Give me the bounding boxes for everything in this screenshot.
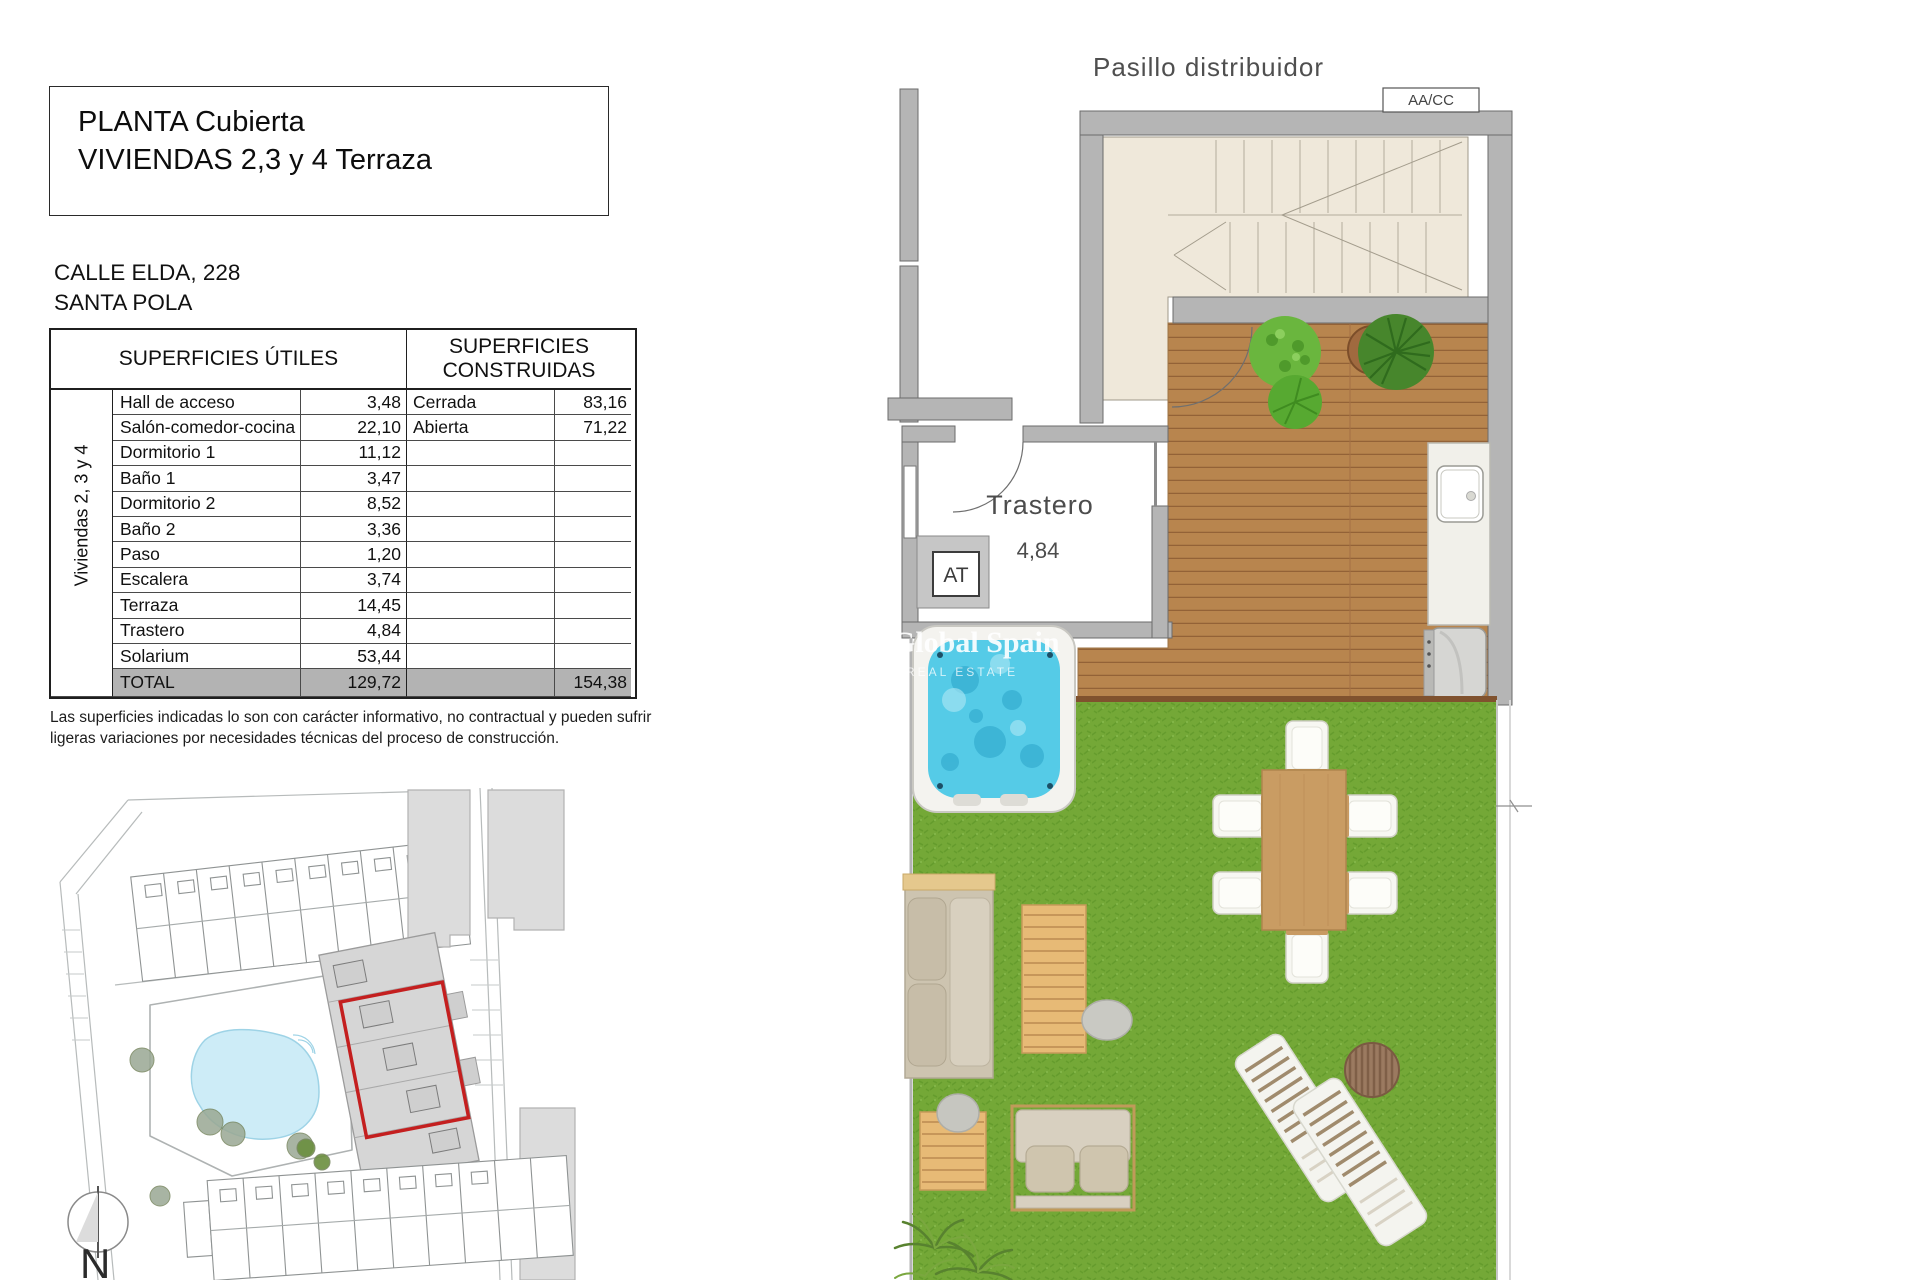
total-built-type-cell <box>407 669 554 697</box>
room-name-cell: Baño 2 <box>113 517 301 542</box>
built-type-cell <box>407 619 554 644</box>
floor-plan <box>880 40 1536 1280</box>
watermark-line2: REAL ESTATE <box>906 665 1019 679</box>
built-area-cell <box>554 517 631 542</box>
room-name-cell: Terraza <box>113 593 301 618</box>
room-name-cell: Paso <box>113 542 301 567</box>
built-area-cell: 71,22 <box>554 415 631 440</box>
palm-plant <box>1358 314 1434 390</box>
room-area-cell: 14,45 <box>301 593 407 618</box>
room-area-cell: 4,84 <box>301 619 407 644</box>
total-useful-cell: 129,72 <box>301 669 407 697</box>
built-type-cell <box>407 517 554 542</box>
ac-unit <box>1383 88 1479 112</box>
built-area-cell <box>554 568 631 593</box>
storage-room <box>917 442 1094 608</box>
built-type-cell <box>407 644 554 669</box>
total-built-cell: 154,38 <box>554 669 631 697</box>
built-area-cell: 83,16 <box>554 390 631 415</box>
room-name-cell: Baño 1 <box>113 466 301 491</box>
address-block <box>54 258 240 319</box>
room-name-cell: Dormitorio 2 <box>113 492 301 517</box>
room-name-cell: Hall de acceso <box>113 390 301 415</box>
room-name-cell: Escalera <box>113 568 301 593</box>
built-type-cell <box>407 441 554 466</box>
table-group-label: Viviendas 2, 3 y 4 <box>51 390 113 697</box>
built-area-cell <box>554 466 631 491</box>
north-arrow <box>68 1186 128 1280</box>
dimension-tick <box>1496 800 1532 812</box>
site-pool-area <box>150 975 352 1176</box>
outdoor-kitchen <box>1424 443 1490 698</box>
stone-decor <box>1082 1000 1132 1040</box>
address-line1: CALLE ELDA, 228 <box>54 260 241 285</box>
plan-title-line2: VIVIENDAS 2,3 y 4 Terraza <box>78 144 433 177</box>
built-type-cell <box>407 466 554 491</box>
sink <box>1437 466 1483 522</box>
table-header-built: SUPERFICIES CONSTRUIDAS <box>407 330 631 390</box>
disclaimer-text: Las superficies indicadas lo son con carácter informativo, no contractual y pueden sufrir ligeras variaciones por necesidades técnicas del proceso de construcción. <box>50 709 652 748</box>
room-area-cell: 22,10 <box>301 415 407 440</box>
room-area-cell: 3,74 <box>301 568 407 593</box>
watermark-line1: Global Spain <box>892 626 1060 659</box>
table-header-useful: SUPERFICIES ÚTILES <box>51 330 407 390</box>
room-name-cell: Salón-comedor-cocina <box>113 415 301 440</box>
built-area-cell <box>554 619 631 644</box>
built-area-cell <box>554 644 631 669</box>
built-type-cell <box>407 492 554 517</box>
built-type-cell: Cerrada <box>407 390 554 415</box>
north-label: N <box>80 1240 111 1280</box>
room-area-cell: 8,52 <box>301 492 407 517</box>
ac-label: AA/CC <box>1408 92 1454 109</box>
room-name-cell: Solarium <box>113 644 301 669</box>
room-area-cell: 11,12 <box>301 441 407 466</box>
built-area-cell <box>554 492 631 517</box>
fern-plant <box>1268 375 1322 429</box>
total-label-cell: TOTAL <box>113 669 301 697</box>
sink-drain <box>1467 492 1476 501</box>
built-area-cell <box>554 441 631 466</box>
plan-title-line1: PLANTA Cubierta <box>78 106 305 138</box>
room-area-cell: 53,44 <box>301 644 407 669</box>
title-box <box>49 86 609 216</box>
garden-sofa <box>903 874 995 1078</box>
room-name-cell: Trastero <box>113 619 301 644</box>
room-area-cell: 3,47 <box>301 466 407 491</box>
room-name-cell: Dormitorio 1 <box>113 441 301 466</box>
storage-label: Trastero <box>986 490 1094 520</box>
built-type-cell <box>407 593 554 618</box>
room-area-cell: 1,20 <box>301 542 407 567</box>
storage-glass-line <box>1154 442 1157 506</box>
site-plan-map <box>55 788 625 1280</box>
room-area-cell: 3,48 <box>301 390 407 415</box>
storage-area: 4,84 <box>1016 538 1060 563</box>
built-type-cell: Abierta <box>407 415 554 440</box>
corridor-label: Pasillo distribuidor <box>1093 52 1324 82</box>
address-line2: SANTA POLA <box>54 290 193 316</box>
at-label: AT <box>943 564 969 587</box>
built-area-cell <box>554 542 631 567</box>
bbq-grill <box>1424 628 1486 698</box>
built-type-cell <box>407 542 554 567</box>
room-area-cell: 3,36 <box>301 517 407 542</box>
surfaces-table <box>49 328 637 699</box>
built-type-cell <box>407 568 554 593</box>
storage-window <box>904 466 916 538</box>
built-area-cell <box>554 593 631 618</box>
round-wood-table <box>1345 1043 1399 1097</box>
stone-decor <box>937 1094 979 1132</box>
